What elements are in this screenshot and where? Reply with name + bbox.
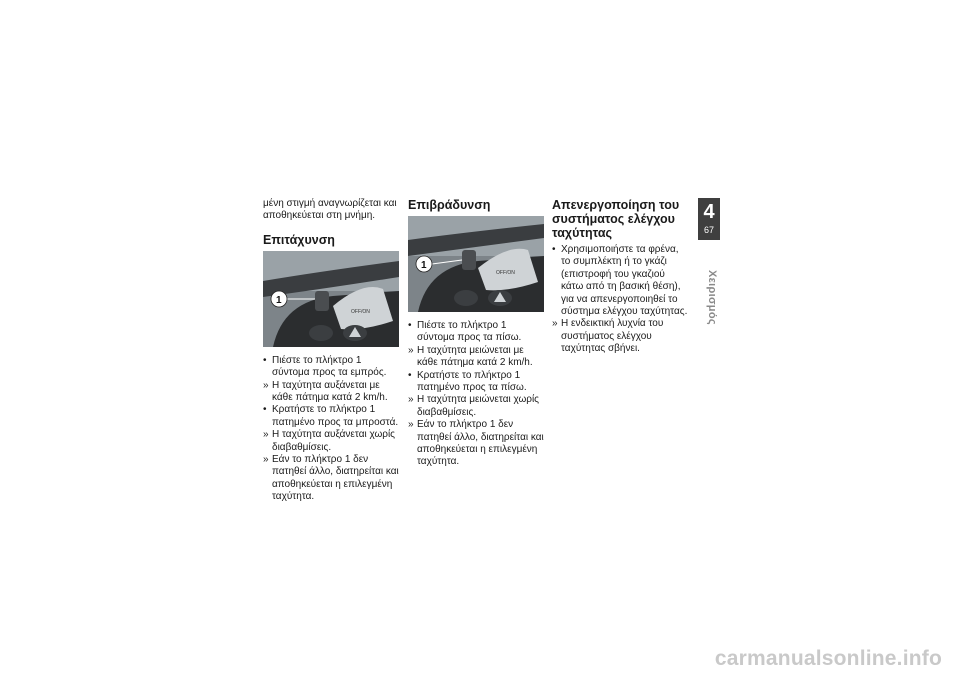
chapter-title: Χειρισμός bbox=[706, 270, 718, 325]
column-deactivation bbox=[552, 198, 688, 356]
list-item: • Κρατήστε το πλήκτρο 1 πατημένο προς τα πίσω. bbox=[408, 369, 527, 394]
list-item: » Εάν το πλήκτρο 1 δεν πατηθεί άλλο, διατηρείται και αποθηκεύεται η επιλεγμένη ταχύτητα. bbox=[408, 419, 544, 468]
watermark-text: carmanualsonline.info bbox=[714, 647, 942, 670]
off-on-label: OFF/ON bbox=[496, 270, 515, 276]
continuation-text: μένη στιγμή αναγνωρίζεται και αποθηκεύεται στη μνήμη. bbox=[263, 198, 397, 222]
heading-deceleration: Επιβράδυνση bbox=[408, 198, 491, 212]
handlebar-switch-photo bbox=[408, 216, 544, 312]
list-item: » Εάν το πλήκτρο 1 δεν πατηθεί άλλο, διατηρείται και αποθηκεύεται η επιλεγμένη ταχύτητα. bbox=[263, 454, 399, 503]
list-item: » Η ταχύτητα μειώνεται χωρίς διαβαθμίσεις. bbox=[408, 394, 540, 418]
list-item: » Η ταχύτητα αυξάνεται με κάθε πάτημα κατά 2 km/h. bbox=[263, 379, 388, 404]
column-acceleration bbox=[263, 198, 399, 504]
list-item: • Χρησιμοποιήστε τα φρένα, το συμπλέκτη ή το γκάζι (επιστροφή του γκαζιού κάτω από τη βασική θέση), για να απενεργοποιηθεί το σύστημα ελέγχου ταχύτητας. bbox=[552, 244, 688, 318]
list-item: » Η ενδεικτική λυχνία του συστήματος ελέγχου ταχύτητας σβήνει. bbox=[552, 318, 664, 355]
steps-list bbox=[552, 244, 688, 356]
heading-acceleration: Επιτάχυνση bbox=[263, 232, 335, 247]
steps-list bbox=[263, 355, 399, 504]
callout-1: 1 bbox=[276, 294, 282, 306]
callout-1: 1 bbox=[421, 260, 427, 271]
chapter-tab bbox=[698, 198, 720, 240]
handlebar-switch-photo bbox=[263, 251, 399, 347]
column-deceleration bbox=[408, 198, 544, 469]
off-on-label: OFF/ON bbox=[351, 308, 370, 315]
list-item: » Η ταχύτητα αυξάνεται χωρίς διαβαθμίσεις. bbox=[263, 429, 395, 453]
chapter-number: 4 bbox=[703, 201, 715, 223]
heading-deactivation: Απενεργοποίηση του συστήματος ελέγχου ταχύτητας bbox=[552, 198, 680, 240]
list-item: • Πιέστε το πλήκτρο 1 σύντομα προς τα εμπρός. bbox=[263, 354, 387, 379]
steps-list bbox=[408, 320, 544, 469]
list-item: • Πιέστε το πλήκτρο 1 σύντομα προς τα πίσω. bbox=[408, 320, 522, 344]
page-number: 67 bbox=[703, 225, 714, 235]
list-item: » Η ταχύτητα μειώνεται με κάθε πάτημα κατά 2 km/h. bbox=[408, 344, 533, 369]
list-item: • Κρατήστε το πλήκτρο 1 πατημένο προς τα μπροστά. bbox=[263, 404, 399, 428]
